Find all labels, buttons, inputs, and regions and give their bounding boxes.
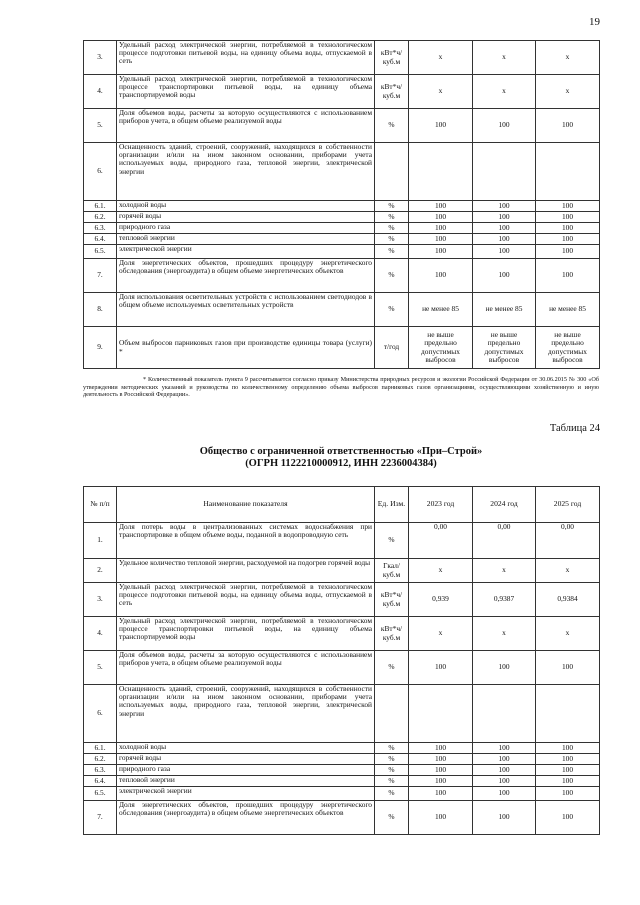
row-number: 6.4. bbox=[84, 776, 117, 787]
value-2025: 100 bbox=[536, 776, 600, 787]
indicators-table-continued bbox=[83, 40, 600, 369]
indicator-name: холодной воды bbox=[117, 743, 375, 754]
header-unit: Ед. Изм. bbox=[375, 487, 409, 523]
unit: % bbox=[375, 776, 409, 787]
header-2023: 2023 год bbox=[409, 487, 473, 523]
table-row bbox=[84, 293, 600, 327]
table-row bbox=[84, 617, 600, 651]
table-row bbox=[84, 801, 600, 835]
unit: % bbox=[375, 109, 409, 143]
row-number: 6.4. bbox=[84, 234, 117, 245]
indicator-name: Оснащенность зданий, строений, сооружений, находящихся в собственности организации и/или на ином законном основании, приборами учета используемых воды, природного газа, тепловой энергии, электрической энергии bbox=[117, 685, 375, 743]
value-2023: х bbox=[409, 41, 473, 75]
row-number: 6.2. bbox=[84, 212, 117, 223]
header-number: № п/п bbox=[84, 487, 117, 523]
unit: % bbox=[375, 523, 409, 559]
unit: т/год bbox=[375, 327, 409, 369]
value-2024: х bbox=[473, 617, 536, 651]
value-2024: х bbox=[473, 41, 536, 75]
unit: % bbox=[375, 259, 409, 293]
value-2023: 100 bbox=[409, 754, 473, 765]
value-2024: 100 bbox=[473, 651, 536, 685]
unit: кВт*ч/ куб.м bbox=[375, 583, 409, 617]
indicator-name: тепловой энергии bbox=[117, 234, 375, 245]
table-header-row bbox=[84, 487, 600, 523]
value-2025: 100 bbox=[536, 212, 600, 223]
unit bbox=[375, 685, 409, 743]
indicator-name: Доля использования осветительных устройств с использованием светодиодов в общем объеме используемых осветительных устройств bbox=[117, 293, 375, 327]
row-number: 6.3. bbox=[84, 223, 117, 234]
unit: кВт*ч/ куб.м bbox=[375, 41, 409, 75]
indicator-name: Доля объемов воды, расчеты за которую осуществляются с использованием приборов учета, в общем объеме реализуемой воды bbox=[117, 109, 375, 143]
value-2024: 0,9387 bbox=[473, 583, 536, 617]
unit: % bbox=[375, 223, 409, 234]
value-2025: 100 bbox=[536, 787, 600, 801]
organization-registration: (ОГРН 1122210000912, ИНН 2236004384) bbox=[245, 458, 437, 469]
value-2025: х bbox=[536, 41, 600, 75]
header-2025: 2025 год bbox=[536, 487, 600, 523]
indicator-name: холодной воды bbox=[117, 201, 375, 212]
table-row bbox=[84, 685, 600, 743]
value-2025 bbox=[536, 143, 600, 201]
indicator-name: Доля энергетических объектов, прошедших процедуру энергетического обследования (энергоаудита) в общем объеме энергетических объектов bbox=[117, 259, 375, 293]
table-row bbox=[84, 109, 600, 143]
value-2023: 100 bbox=[409, 651, 473, 685]
value-2023: 100 bbox=[409, 787, 473, 801]
unit: % bbox=[375, 787, 409, 801]
value-2024: 100 bbox=[473, 787, 536, 801]
value-2024 bbox=[473, 685, 536, 743]
value-2024 bbox=[473, 143, 536, 201]
row-number: 7. bbox=[84, 259, 117, 293]
value-2025: 100 bbox=[536, 801, 600, 835]
value-2025: 100 bbox=[536, 765, 600, 776]
indicator-name: Удельный расход электрической энергии, потребляемой в технологическом процессе подготовки питьевой воды, на единицу объема воды, отпускаемой в сеть bbox=[117, 583, 375, 617]
value-2023 bbox=[409, 143, 473, 201]
row-number: 6. bbox=[84, 685, 117, 743]
row-number: 7. bbox=[84, 801, 117, 835]
unit: кВт*ч/ куб.м bbox=[375, 75, 409, 109]
row-number: 6.5. bbox=[84, 245, 117, 259]
table-row bbox=[84, 765, 600, 776]
value-2025: 0,00 bbox=[536, 523, 600, 559]
unit: Гкал/ куб.м bbox=[375, 559, 409, 583]
unit: % bbox=[375, 201, 409, 212]
value-2023: 0,00 bbox=[409, 523, 473, 559]
value-2025 bbox=[536, 685, 600, 743]
value-2025: не менее 85 bbox=[536, 293, 600, 327]
table-row bbox=[84, 223, 600, 234]
table-row bbox=[84, 327, 600, 369]
value-2024: 100 bbox=[473, 765, 536, 776]
header-2024: 2024 год bbox=[473, 487, 536, 523]
unit: % bbox=[375, 801, 409, 835]
indicator-name: Объем выбросов парниковых газов при производстве единицы товара (услуги) * bbox=[117, 327, 375, 369]
unit: % bbox=[375, 651, 409, 685]
value-2025: 100 bbox=[536, 651, 600, 685]
table-row bbox=[84, 776, 600, 787]
row-number: 6.1. bbox=[84, 201, 117, 212]
row-number: 2. bbox=[84, 559, 117, 583]
value-2024: 100 bbox=[473, 223, 536, 234]
organization-title bbox=[83, 446, 599, 470]
table-row bbox=[84, 201, 600, 212]
value-2025: 100 bbox=[536, 109, 600, 143]
value-2024: 100 bbox=[473, 776, 536, 787]
value-2025: х bbox=[536, 559, 600, 583]
table-row bbox=[84, 651, 600, 685]
indicator-name: горячей воды bbox=[117, 754, 375, 765]
value-2024: 100 bbox=[473, 259, 536, 293]
table-row bbox=[84, 523, 600, 559]
value-2023: не менее 85 bbox=[409, 293, 473, 327]
value-2025: х bbox=[536, 617, 600, 651]
indicator-name: электрической энергии bbox=[117, 245, 375, 259]
unit: кВт*ч/ куб.м bbox=[375, 617, 409, 651]
indicator-name: тепловой энергии bbox=[117, 776, 375, 787]
table-row bbox=[84, 245, 600, 259]
table-row bbox=[84, 41, 600, 75]
value-2023: 0,939 bbox=[409, 583, 473, 617]
unit: % bbox=[375, 765, 409, 776]
row-number: 5. bbox=[84, 109, 117, 143]
value-2025: х bbox=[536, 75, 600, 109]
value-2025: 100 bbox=[536, 259, 600, 293]
value-2024: 100 bbox=[473, 234, 536, 245]
table-row bbox=[84, 583, 600, 617]
row-number: 6.2. bbox=[84, 754, 117, 765]
table-row bbox=[84, 234, 600, 245]
page-number: 19 bbox=[589, 16, 600, 28]
indicator-name: электрической энергии bbox=[117, 787, 375, 801]
unit: % bbox=[375, 293, 409, 327]
indicator-name: природного газа bbox=[117, 765, 375, 776]
value-2024: не выше предельно допустимых выбросов bbox=[473, 327, 536, 369]
indicator-name: Удельный расход электрической энергии, потребляемой в технологическом процессе транспортировки питьевой воды, на единицу объема транспортируемой воды bbox=[117, 617, 375, 651]
table-row bbox=[84, 143, 600, 201]
indicator-name: Оснащенность зданий, строений, сооружений, находящихся в собственности организации и/или на ином законном основании, приборами учета используемых воды, природного газа, тепловой энергии, электрической энергии bbox=[117, 143, 375, 201]
unit bbox=[375, 143, 409, 201]
indicator-name: горячей воды bbox=[117, 212, 375, 223]
value-2025: 0,9384 bbox=[536, 583, 600, 617]
value-2024: х bbox=[473, 75, 536, 109]
indicator-name: Удельный расход электрической энергии, потребляемой в технологическом процессе подготовки питьевой воды, на единицу объема воды, отпускаемой в сеть bbox=[117, 41, 375, 75]
indicator-name: природного газа bbox=[117, 223, 375, 234]
table-caption: Таблица 24 bbox=[549, 423, 600, 434]
value-2023: 100 bbox=[409, 109, 473, 143]
header-name: Наименование показателя bbox=[117, 487, 375, 523]
row-number: 4. bbox=[84, 75, 117, 109]
unit: % bbox=[375, 212, 409, 223]
value-2024: не менее 85 bbox=[473, 293, 536, 327]
value-2025: не выше предельно допустимых выбросов bbox=[536, 327, 600, 369]
row-number: 1. bbox=[84, 523, 117, 559]
value-2025: 100 bbox=[536, 245, 600, 259]
value-2024: х bbox=[473, 559, 536, 583]
row-number: 5. bbox=[84, 651, 117, 685]
value-2024: 100 bbox=[473, 743, 536, 754]
table-row bbox=[84, 754, 600, 765]
value-2023: 100 bbox=[409, 201, 473, 212]
table-row bbox=[84, 787, 600, 801]
value-2024: 100 bbox=[473, 754, 536, 765]
value-2023: 100 bbox=[409, 212, 473, 223]
unit: % bbox=[375, 245, 409, 259]
value-2023: х bbox=[409, 559, 473, 583]
value-2024: 100 bbox=[473, 201, 536, 212]
value-2024: 0,00 bbox=[473, 523, 536, 559]
value-2024: 100 bbox=[473, 212, 536, 223]
organization-name: Общество с ограниченной ответственностью «При–Строй» bbox=[199, 446, 483, 457]
table-row bbox=[84, 212, 600, 223]
footnote: * Количественный показатель пункта 9 рассчитывается согласно приказу Министерства природных ресурсов и экологии Российской Федерации от 30.06.2015 № 300 «Об утверждении методических указаний и руководства по количественному определению объема выбросов парниковых газов организациями, осуществляющими хозяйственную и иную деятельность в Российской Федерации». bbox=[83, 376, 599, 399]
value-2023: 100 bbox=[409, 776, 473, 787]
unit: % bbox=[375, 743, 409, 754]
value-2025: 100 bbox=[536, 754, 600, 765]
value-2025: 100 bbox=[536, 223, 600, 234]
value-2023: 100 bbox=[409, 743, 473, 754]
value-2023: 100 bbox=[409, 234, 473, 245]
table-row bbox=[84, 259, 600, 293]
unit: % bbox=[375, 234, 409, 245]
value-2023: 100 bbox=[409, 223, 473, 234]
row-number: 9. bbox=[84, 327, 117, 369]
value-2023: х bbox=[409, 617, 473, 651]
row-number: 6.5. bbox=[84, 787, 117, 801]
row-number: 6.3. bbox=[84, 765, 117, 776]
value-2023: 100 bbox=[409, 765, 473, 776]
value-2023: 100 bbox=[409, 801, 473, 835]
unit: % bbox=[375, 754, 409, 765]
table-row bbox=[84, 559, 600, 583]
row-number: 4. bbox=[84, 617, 117, 651]
row-number: 6. bbox=[84, 143, 117, 201]
indicator-name: Удельное количество тепловой энергии, расходуемой на подогрев горячей воды bbox=[117, 559, 375, 583]
value-2025: 100 bbox=[536, 234, 600, 245]
value-2023: 100 bbox=[409, 259, 473, 293]
value-2023 bbox=[409, 685, 473, 743]
value-2023: не выше предельно допустимых выбросов bbox=[409, 327, 473, 369]
row-number: 6.1. bbox=[84, 743, 117, 754]
value-2024: 100 bbox=[473, 245, 536, 259]
value-2024: 100 bbox=[473, 801, 536, 835]
indicator-name: Доля энергетических объектов, прошедших процедуру энергетического обследования (энергоаудита) в общем объеме энергетических объектов bbox=[117, 801, 375, 835]
row-number: 3. bbox=[84, 583, 117, 617]
value-2024: 100 bbox=[473, 109, 536, 143]
row-number: 8. bbox=[84, 293, 117, 327]
table-row bbox=[84, 743, 600, 754]
table-row bbox=[84, 75, 600, 109]
value-2025: 100 bbox=[536, 201, 600, 212]
indicator-name: Доля объемов воды, расчеты за которую осуществляются с использованием приборов учета, в общем объеме реализуемой воды bbox=[117, 651, 375, 685]
indicators-table bbox=[83, 486, 600, 835]
row-number: 3. bbox=[84, 41, 117, 75]
value-2025: 100 bbox=[536, 743, 600, 754]
value-2023: х bbox=[409, 75, 473, 109]
indicator-name: Удельный расход электрической энергии, потребляемой в технологическом процессе транспортировки питьевой воды, на единицу объема транспортируемой воды bbox=[117, 75, 375, 109]
indicator-name: Доля потерь воды в централизованных системах водоснабжения при транспортировке в общем объеме воды, поданной в водопроводную сеть bbox=[117, 523, 375, 559]
value-2023: 100 bbox=[409, 245, 473, 259]
